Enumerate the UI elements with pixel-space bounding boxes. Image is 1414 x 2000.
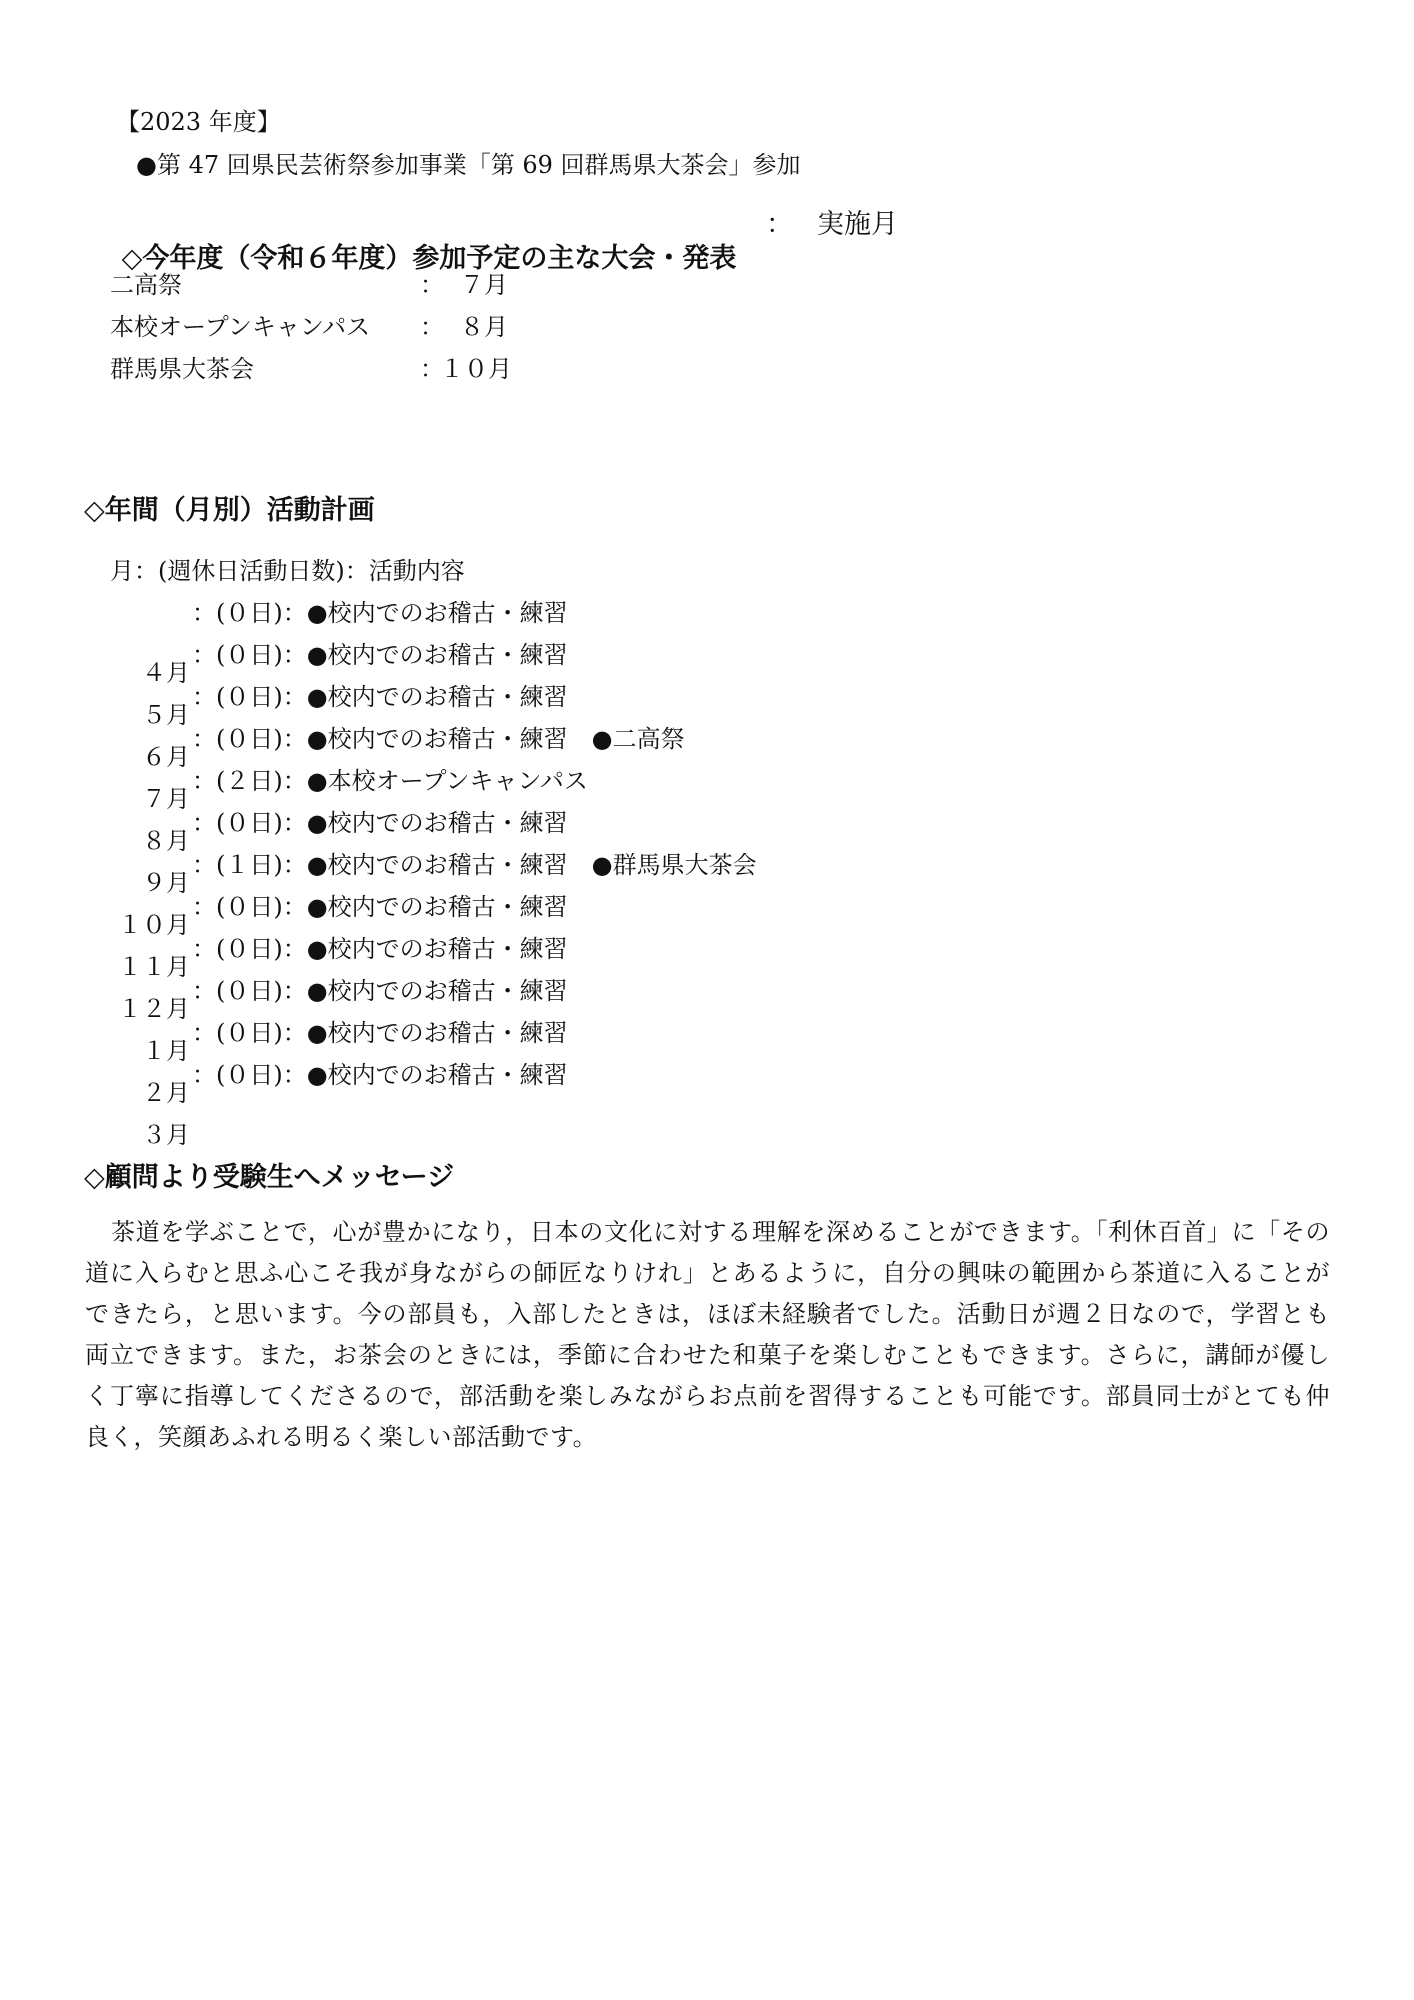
plan-month: １０月 [118,911,190,939]
plan-details: ：(０日)：●校内でのお稽古・練習 [192,809,568,837]
event-month: ８月 [460,313,508,341]
event-name: 群馬県大茶会 [110,355,254,383]
event-separator: ： [420,271,444,299]
plan-details: ：(０日)：●校内でのお稽古・練習 [192,935,568,963]
plan-month: ７月 [142,785,190,813]
events-heading-month-label: 実施月 [817,209,898,240]
plan-row [0,598,900,687]
plan-month: ３月 [142,1121,190,1149]
plan-month: ４月 [142,659,190,687]
event-month: １０月 [440,355,512,383]
plan-month: ９月 [142,869,190,897]
plan-details: ：(２日)：●本校オープンキャンパス [192,767,588,795]
plan-month: １２月 [118,995,190,1023]
plan-month: １月 [142,1037,190,1065]
plan-details: ：(０日)：●校内でのお稽古・練習 [192,1061,568,1089]
event-name: 本校オープンキャンパス [110,313,371,341]
plan-heading: ◇年間（月別）活動計画 [84,495,375,526]
events-heading-sep: ： [766,209,793,240]
history-item: ●第 47 回県民芸術祭参加事業「第 69 回群馬県大茶会」参加 [136,151,801,179]
event-name: 二高祭 [110,271,182,299]
plan-details: ：(１日)：●校内でのお稽古・練習 ●群馬県大茶会 [192,851,757,879]
plan-details: ：(０日)：●校内でのお稽古・練習 [192,683,568,711]
event-month: ７月 [460,271,508,299]
history-year-label: 【2023 年度】 [116,108,281,136]
plan-month: ６月 [142,743,190,771]
plan-details: ：(０日)：●校内でのお稽古・練習 [192,599,568,627]
plan-details: ：(０日)：●校内でのお稽古・練習 [192,893,568,921]
event-separator: ： [420,355,444,383]
plan-month: ２月 [142,1079,190,1107]
plan-month: ８月 [142,827,190,855]
message-body: 茶道を学ぶことで，心が豊かになり，日本の文化に対する理解を深めることができます。「利休百首」に「その道に入らむと思ふ心こそ我が身ながらの師匠なりけれ」とあるように，自分の興味の範囲から茶道に入ることができたら，と思います。今の部員も，入部したときは，ほぼ未経験者でした。活動日が週２日なので，学習とも両立できます。また，お茶会のときには，季節に合わせた和菓子を楽しむこともできます。さらに，講師が優しく丁寧に指導してくださるので，部活動を楽しみながらお点前を習得することも可能です。部員同士がとても仲良く，笑顔あふれる明るく楽しい部活動です。 [85,1218,1330,1451]
plan-details: ：(０日)：●校内でのお稽古・練習 [192,641,568,669]
plan-month: １１月 [118,953,190,981]
event-row [110,354,512,504]
plan-details: ：(０日)：●校内でのお稽古・練習 [192,977,568,1005]
events-heading-text: ◇今年度（令和６年度）参加予定の主な大会・発表 [121,243,737,274]
event-separator: ： [420,313,444,341]
plan-month: ５月 [142,701,190,729]
plan-details: ：(０日)：●校内でのお稽古・練習 ●二高祭 [192,725,685,753]
plan-details: ：(０日)：●校内でのお稽古・練習 [192,1019,568,1047]
plan-header-line: 月：(週休日活動日数)：活動内容 [110,557,465,585]
message-heading: ◇顧問より受験生へメッセージ [84,1162,455,1193]
